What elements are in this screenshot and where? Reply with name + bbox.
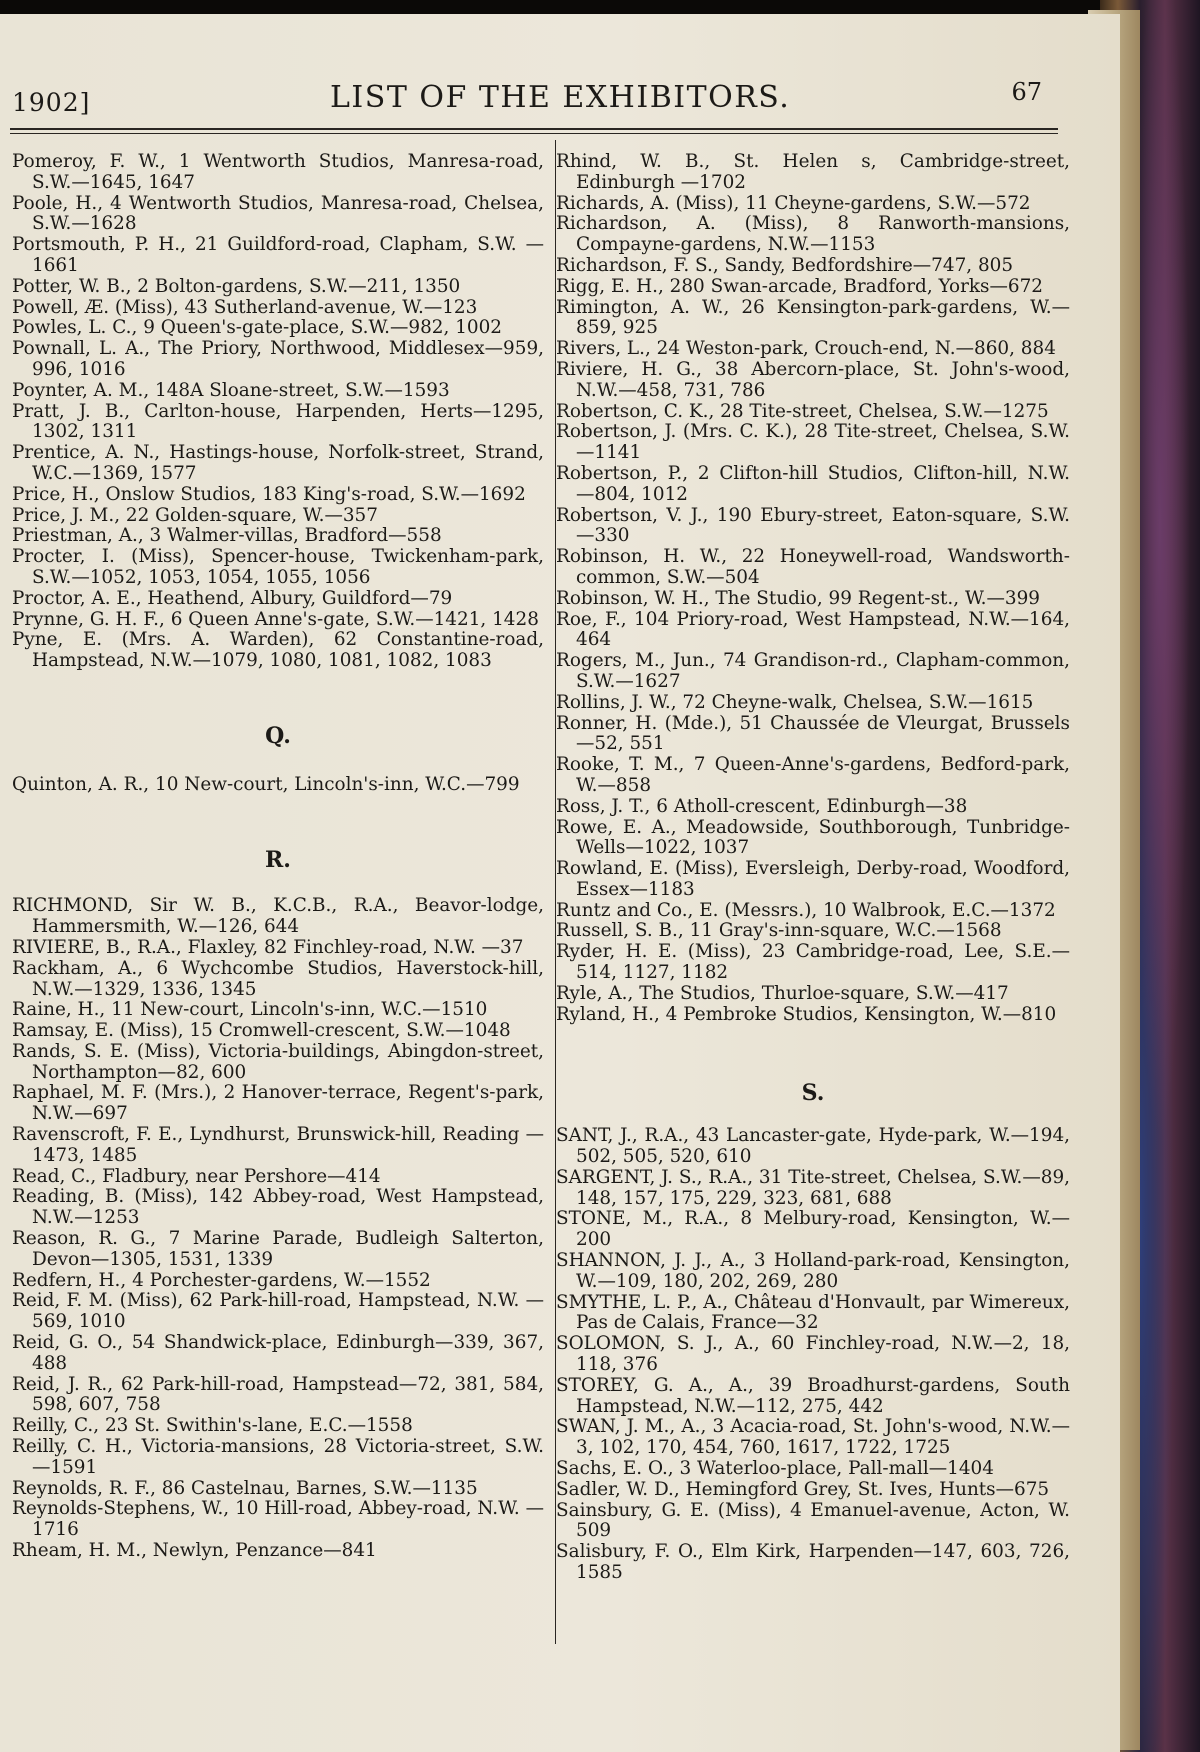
exhibitor-entry: Ross, J. T., 6 Atholl-crescent, Edinburgh—38 xyxy=(556,795,968,817)
exhibitor-entry: Rheam, H. M., Newlyn, Penzance—841 xyxy=(12,1540,377,1562)
exhibitor-entry: SWAN, J. M., A., 3 Acacia-road, St. John's-wood, N.W.—3, 102, 170, 454, 760, 1617, 1722, 1725 xyxy=(556,1416,1070,1459)
exhibitor-entry: RIVIERE, B., R.A., Flaxley, 82 Finchley-road, N.W. —37 xyxy=(12,936,524,958)
exhibitor-entry: Robinson, W. H., The Studio, 99 Regent-st., W.—399 xyxy=(556,587,1040,609)
exhibitor-entry: Raine, H., 11 New-court, Lincoln's-inn, W.C.—1510 xyxy=(12,999,488,1021)
exhibitor-entry: Rands, S. E. (Miss), Victoria-buildings, Abingdon-street, Northampton—82, 600 xyxy=(12,1040,544,1083)
exhibitor-entry: Pownall, L. A., The Priory, Northwood, Middlesex—959, 996, 1016 xyxy=(12,338,544,380)
header-rule xyxy=(10,128,1058,130)
exhibitor-entry: Salisbury, F. O., Elm Kirk, Harpenden—147, 603, 726, 1585 xyxy=(556,1541,1070,1583)
exhibitor-entry: Richardson, F. S., Sandy, Bedfordshire—747, 805 xyxy=(556,254,1014,276)
exhibitor-entry: Price, H., Onslow Studios, 183 King's-road, S.W.—1692 xyxy=(12,483,526,505)
exhibitor-entry: Reynolds-Stephens, W., 10 Hill-road, Abbey-road, N.W. —1716 xyxy=(12,1498,544,1541)
r-entries-right xyxy=(556,152,1070,1025)
page-number: 67 xyxy=(1011,78,1042,106)
exhibitor-entry: Richardson, A. (Miss), 8 Ranworth-mansions, Compayne-gardens, N.W.—1153 xyxy=(556,213,1070,256)
exhibitor-entry: Prentice, A. N., Hastings-house, Norfolk-street, Strand, W.C.—1369, 1577 xyxy=(12,442,544,484)
exhibitor-entry: Proctor, A. E., Heathend, Albury, Guildford—79 xyxy=(12,587,453,609)
exhibitor-entry: Poole, H., 4 Wentworth Studios, Manresa-road, Chelsea, S.W.—1628 xyxy=(12,192,544,235)
exhibitor-entry: Rackham, A., 6 Wychcombe Studios, Haverstock-hill, N.W.—1329, 1336, 1345 xyxy=(12,957,544,1000)
exhibitor-entry: Quinton, A. R., 10 New-court, Lincoln's-inn, W.C.—799 xyxy=(12,773,520,795)
left-column xyxy=(12,152,544,1562)
exhibitor-entry: Ramsay, E. (Miss), 15 Cromwell-crescent, S.W.—1048 xyxy=(12,1020,511,1042)
exhibitor-entry: Potter, W. B., 2 Bolton-gardens, S.W.—211, 1350 xyxy=(12,275,461,297)
p-entries xyxy=(12,152,544,672)
exhibitor-entry: Reason, R. G., 7 Marine Parade, Budleigh Salterton, Devon—1305, 1531, 1339 xyxy=(12,1228,544,1270)
exhibitor-entry: Pratt, J. B., Carlton-house, Harpenden, Herts—1295, 1302, 1311 xyxy=(12,400,544,443)
exhibitor-entry: Richards, A. (Miss), 11 Cheyne-gardens, S.W.—572 xyxy=(556,192,1031,214)
exhibitor-entry: Rogers, M., Jun., 74 Grandison-rd., Clapham-common, S.W.—1627 xyxy=(556,650,1070,692)
exhibitor-entry: Pomeroy, F. W., 1 Wentworth Studios, Manresa-road, S.W.—1645, 1647 xyxy=(12,151,544,193)
exhibitor-entry: Sainsbury, G. E. (Miss), 4 Emanuel-avenue, Acton, W. 509 xyxy=(556,1499,1070,1542)
exhibitor-entry: Ryder, H. E. (Miss), 23 Cambridge-road, Lee, S.E.—514, 1127, 1182 xyxy=(556,941,1070,984)
s-entries xyxy=(556,1126,1070,1584)
header-rule-thin xyxy=(10,133,1058,134)
exhibitor-entry: Portsmouth, P. H., 21 Guildford-road, Clapham, S.W. —1661 xyxy=(12,234,544,276)
exhibitor-entry: Robertson, J. (Mrs. C. K.), 28 Tite-street, Chelsea, S.W. —1141 xyxy=(556,421,1070,464)
exhibitor-entry: SARGENT, J. S., R.A., 31 Tite-street, Chelsea, S.W.—89, 148, 157, 175, 229, 323, 681, 688 xyxy=(556,1166,1070,1209)
exhibitor-entry: Reid, F. M. (Miss), 62 Park-hill-road, Hampstead, N.W. —569, 1010 xyxy=(12,1290,544,1333)
running-head xyxy=(12,78,1102,122)
exhibitor-entry: Rimington, A. W., 26 Kensington-park-gardens, W.—859, 925 xyxy=(556,296,1070,339)
book-page xyxy=(0,14,1120,1752)
exhibitor-entry: Robinson, H. W., 22 Honeywell-road, Wandsworth-common, S.W.—504 xyxy=(556,546,1070,588)
exhibitor-entry: Powles, L. C., 9 Queen's-gate-place, S.W.—982, 1002 xyxy=(12,317,503,339)
exhibitor-entry: SHANNON, J. J., A., 3 Holland-park-road, Kensington, W.—109, 180, 202, 269, 280 xyxy=(556,1250,1070,1292)
exhibitor-entry: Reilly, C., 23 St. Swithin's-lane, E.C.—1558 xyxy=(12,1415,413,1437)
exhibitor-entry: Reading, B. (Miss), 142 Abbey-road, West Hampstead, N.W.—1253 xyxy=(12,1186,544,1229)
exhibitor-entry: Roe, F., 104 Priory-road, West Hampstead, N.W.—164, 464 xyxy=(556,608,1070,651)
exhibitor-entry: Read, C., Fladbury, near Pershore—414 xyxy=(12,1165,381,1187)
right-column xyxy=(556,152,1070,1584)
exhibitor-entry: Redfern, H., 4 Porchester-gardens, W.—1552 xyxy=(12,1269,431,1291)
section-heading-s: S. xyxy=(801,1080,825,1107)
q-entries xyxy=(12,775,544,796)
exhibitor-entry: Sadler, W. D., Hemingford Grey, St. Ives, Hunts—675 xyxy=(556,1478,1050,1500)
exhibitor-entry: Robertson, C. K., 28 Tite-street, Chelsea, S.W.—1275 xyxy=(556,400,1049,422)
exhibitor-entry: Ravenscroft, F. E., Lyndhurst, Brunswick-hill, Reading —1473, 1485 xyxy=(12,1124,544,1166)
exhibitor-entry: Powell, Æ. (Miss), 43 Sutherland-avenue, W.—123 xyxy=(12,296,478,318)
exhibitor-entry: Runtz and Co., E. (Messrs.), 10 Walbrook, E.C.—1372 xyxy=(556,899,1056,921)
exhibitor-entry: SMYTHE, L. P., A., Château d'Honvault, par Wimereux, Pas de Calais, France—32 xyxy=(556,1291,1070,1334)
section-heading-r: R. xyxy=(265,846,291,873)
exhibitor-entry: Reynolds, R. F., 86 Castelnau, Barnes, S.W.—1135 xyxy=(12,1477,478,1499)
exhibitor-entry: Ryle, A., The Studios, Thurloe-square, S.W.—417 xyxy=(556,982,1009,1004)
exhibitor-entry: Rhind, W. B., St. Helen s, Cambridge-street, Edinburgh —1702 xyxy=(556,151,1070,193)
exhibitor-entry: Reid, G. O., 54 Shandwick-place, Edinburgh—339, 367, 488 xyxy=(12,1332,544,1374)
exhibitor-entry: SANT, J., R.A., 43 Lancaster-gate, Hyde-park, W.—194, 502, 505, 520, 610 xyxy=(556,1125,1070,1168)
exhibitor-entry: Reid, J. R., 62 Park-hill-road, Hampstead—72, 381, 584, 598, 607, 758 xyxy=(12,1373,544,1416)
exhibitor-entry: Price, J. M., 22 Golden-square, W.—357 xyxy=(12,504,378,526)
exhibitor-entry: Rooke, T. M., 7 Queen-Anne's-gardens, Bedford-park, W.—858 xyxy=(556,754,1070,796)
running-head-title: LIST OF THE EXHIBITORS. xyxy=(330,80,791,115)
exhibitor-entry: Riviere, H. G., 38 Abercorn-place, St. John's-wood, N.W.—458, 731, 786 xyxy=(556,358,1070,401)
exhibitor-entry: SOLOMON, S. J., A., 60 Finchley-road, N.W.—2, 18, 118, 376 xyxy=(556,1333,1070,1376)
section-heading-q: Q. xyxy=(265,722,291,749)
exhibitor-entry: Poynter, A. M., 148A Sloane-street, S.W.—1593 xyxy=(12,379,450,401)
exhibitor-entry: Rollins, J. W., 72 Cheyne-walk, Chelsea, S.W.—1615 xyxy=(556,691,1034,713)
exhibitor-entry: STOREY, G. A., A., 39 Broadhurst-gardens, South Hampstead, N.W.—112, 275, 442 xyxy=(556,1374,1070,1417)
exhibitor-entry: Ronner, H. (Mde.), 51 Chaussée de Vleurgat, Brussels —52, 551 xyxy=(556,712,1070,755)
exhibitor-entry: Rowe, E. A., Meadowside, Southborough, Tunbridge-Wells—1022, 1037 xyxy=(556,816,1070,859)
exhibitor-entry: Rigg, E. H., 280 Swan-arcade, Bradford, Yorks—672 xyxy=(556,275,1043,297)
exhibitor-entry: Pyne, E. (Mrs. A. Warden), 62 Constantine-road, Hampstead, N.W.—1079, 1080, 1081, 1082, 1083 xyxy=(12,629,544,672)
exhibitor-entry: Ryland, H., 4 Pembroke Studios, Kensington, W.—810 xyxy=(556,1003,1057,1025)
exhibitor-entry: Russell, S. B., 11 Gray's-inn-square, W.C.—1568 xyxy=(556,920,1002,942)
exhibitor-entry: Robertson, V. J., 190 Ebury-street, Eaton-square, S.W. —330 xyxy=(556,504,1070,547)
running-head-year: 1902] xyxy=(12,88,91,117)
exhibitor-entry: RICHMOND, Sir W. B., K.C.B., R.A., Beavor-lodge, Hammersmith, W.—126, 644 xyxy=(12,895,544,938)
exhibitor-entry: Sachs, E. O., 3 Waterloo-place, Pall-mall—1404 xyxy=(556,1458,994,1480)
exhibitor-entry: STONE, M., R.A., 8 Melbury-road, Kensington, W.—200 xyxy=(556,1208,1070,1251)
exhibitor-entry: Robertson, P., 2 Clifton-hill Studios, Clifton-hill, N.W. —804, 1012 xyxy=(556,462,1070,505)
exhibitor-entry: Priestman, A., 3 Walmer-villas, Bradford—558 xyxy=(12,525,442,547)
exhibitor-entry: Rivers, L., 24 Weston-park, Crouch-end, N.—860, 884 xyxy=(556,338,1056,360)
exhibitor-entry: Prynne, G. H. F., 6 Queen Anne's-gate, S.W.—1421, 1428 xyxy=(12,608,539,630)
r-entries-left xyxy=(12,896,544,1562)
exhibitor-entry: Procter, I. (Miss), Spencer-house, Twickenham-park, S.W.—1052, 1053, 1054, 1055, 1056 xyxy=(12,546,544,588)
exhibitor-entry: Reilly, C. H., Victoria-mansions, 28 Victoria-street, S.W.—1591 xyxy=(12,1436,544,1478)
exhibitor-entry: Rowland, E. (Miss), Eversleigh, Derby-road, Woodford, Essex—1183 xyxy=(556,858,1070,900)
exhibitor-entry: Raphael, M. F. (Mrs.), 2 Hanover-terrace, Regent's-park, N.W.—697 xyxy=(12,1082,544,1125)
